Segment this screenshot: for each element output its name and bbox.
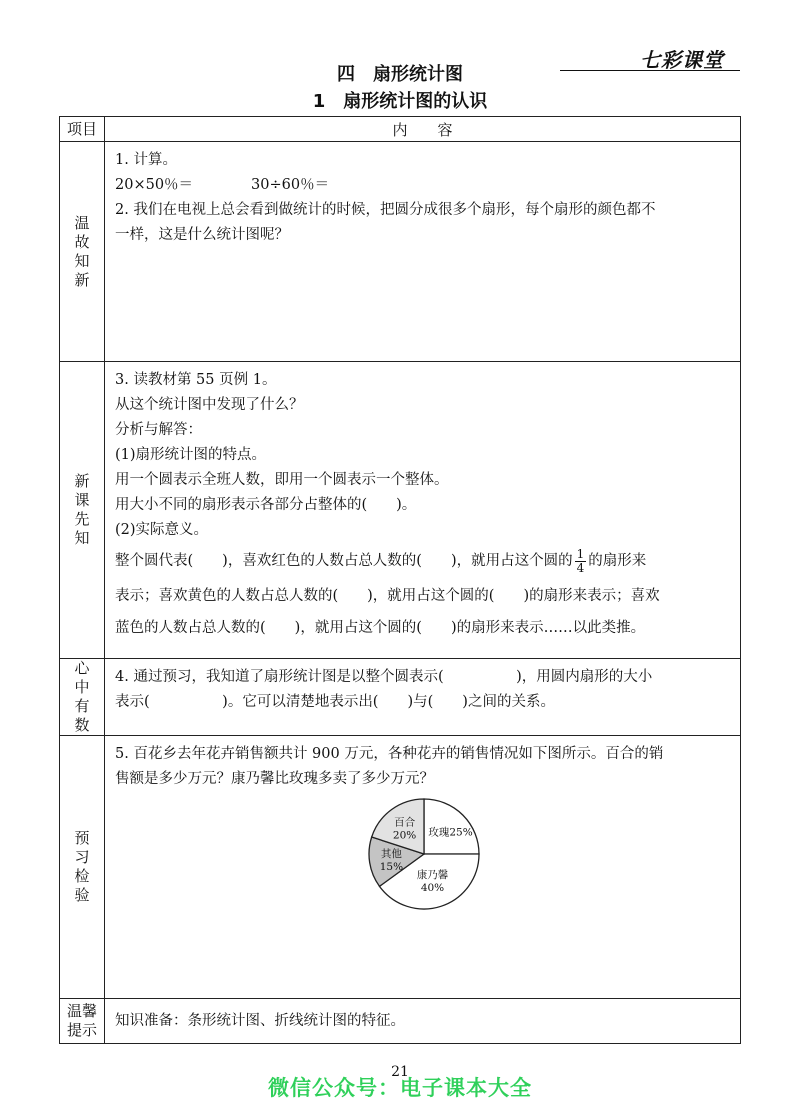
publisher-logo: 七彩课堂 xyxy=(640,48,724,72)
text-line: 5. 百花乡去年花卉销售额共计 900 万元，各种花卉的销售情况如下图所示。百合的销 xyxy=(115,746,664,762)
label-char: 心 xyxy=(74,659,90,677)
fraction xyxy=(575,548,587,575)
text-line: 分析与解答： xyxy=(115,422,202,438)
section-label xyxy=(60,736,105,999)
fraction-line xyxy=(115,543,730,579)
section-label xyxy=(60,142,105,362)
text-line: 4. 通过预习，我知道了扇形统计图是以整个圆表示( )，用圆内扇形的大小 xyxy=(115,669,653,685)
pie-slice-value: 20% xyxy=(392,829,417,842)
text-line: 蓝色的人数占总人数的( )，就用占这个圆的( )的扇形来表示……以此类推。 xyxy=(115,620,646,636)
label-char: 中 xyxy=(74,678,90,696)
header-content: 内 容 xyxy=(105,117,741,142)
page-number: 21 xyxy=(391,1064,409,1080)
section-preview-new xyxy=(60,362,741,659)
text-line: 用一个圆表示全班人数，即用一个圆表示一个整体。 xyxy=(115,472,449,488)
section-check xyxy=(60,736,741,999)
fraction-numerator: 1 xyxy=(576,546,585,561)
pie-slice-label: 百合 xyxy=(394,816,416,829)
table-header-row xyxy=(60,117,741,142)
section-label xyxy=(60,362,105,659)
label-char: 知 xyxy=(74,251,90,270)
label-char: 知 xyxy=(74,529,90,547)
text-line: (1)扇形统计图的特点。 xyxy=(115,447,267,463)
text-segment: 整个圆代表( )，喜欢红色的人数占总人数的( )，就用占这个圆的 xyxy=(115,553,573,569)
pie-slice-value: 40% xyxy=(420,882,445,895)
section-content xyxy=(105,659,741,736)
label-char: 提示 xyxy=(66,1021,97,1039)
section-content xyxy=(105,142,741,362)
text-line: 表示( )。它可以清楚地表示出( )与( )之间的关系。 xyxy=(115,694,555,710)
section-label xyxy=(60,659,105,736)
label-char: 课 xyxy=(74,491,90,509)
section-tips xyxy=(60,999,741,1044)
section-label xyxy=(60,999,105,1044)
section-content xyxy=(105,999,741,1044)
text-line: 一样，这是什么统计图呢？ xyxy=(115,227,289,243)
label-char: 习 xyxy=(74,848,90,866)
section-review xyxy=(60,142,741,362)
label-char: 新 xyxy=(74,270,90,289)
text-line: 表示；喜欢黄色的人数占总人数的( )，就用占这个圆的( )的扇形来表示；喜欢 xyxy=(115,588,660,604)
pie-chart xyxy=(362,796,522,916)
pie-slice-label: 其他 xyxy=(380,848,402,861)
fraction-denominator: 4 xyxy=(576,560,585,575)
label-char: 故 xyxy=(74,232,90,251)
pie-slice-label: 康乃馨 xyxy=(416,869,449,882)
text-line: 1. 计算。 xyxy=(115,152,177,168)
text-line: (2)实际意义。 xyxy=(115,522,209,538)
label-char: 预 xyxy=(74,829,90,847)
text-line: 知识准备：条形统计图、折线统计图的特征。 xyxy=(115,1012,405,1029)
label-char: 温馨 xyxy=(66,1002,97,1020)
lesson-table xyxy=(59,116,741,1044)
label-char: 新 xyxy=(74,472,90,490)
section-content xyxy=(105,736,741,999)
label-char: 先 xyxy=(74,510,90,528)
label-char: 数 xyxy=(74,716,90,734)
label-char: 检 xyxy=(74,867,90,885)
text-line: 3. 读教材第 55 页例 1。 xyxy=(115,372,277,388)
pie-slice-label: 玫瑰25% xyxy=(428,826,473,839)
text-line: 20×50％＝ 30÷60％＝ xyxy=(115,177,330,193)
section-content xyxy=(105,362,741,659)
pie-slice-value: 15% xyxy=(379,861,404,874)
section-summary xyxy=(60,659,741,736)
text-segment: 的扇形来 xyxy=(588,553,647,569)
text-line: 用大小不同的扇形表示各部分占整体的( )。 xyxy=(115,497,417,513)
text-line: 售额是多少万元？康乃馨比玫瑰多卖了多少万元？ xyxy=(115,771,434,787)
label-char: 有 xyxy=(74,697,90,715)
header-item: 项目 xyxy=(60,117,105,142)
chapter-title: 四 扇形统计图 xyxy=(337,64,463,85)
text-line: 2. 我们在电视上总会看到做统计的时候，把圆分成很多个扇形，每个扇形的颜色都不 xyxy=(115,202,656,218)
label-char: 温 xyxy=(74,213,90,232)
text-line: 从这个统计图中发现了什么？ xyxy=(115,397,304,413)
label-char: 验 xyxy=(74,886,90,904)
lesson-title: 1 扇形统计图的认识 xyxy=(312,91,488,112)
watermark: 微信公众号：电子课本大全 xyxy=(268,1076,532,1100)
